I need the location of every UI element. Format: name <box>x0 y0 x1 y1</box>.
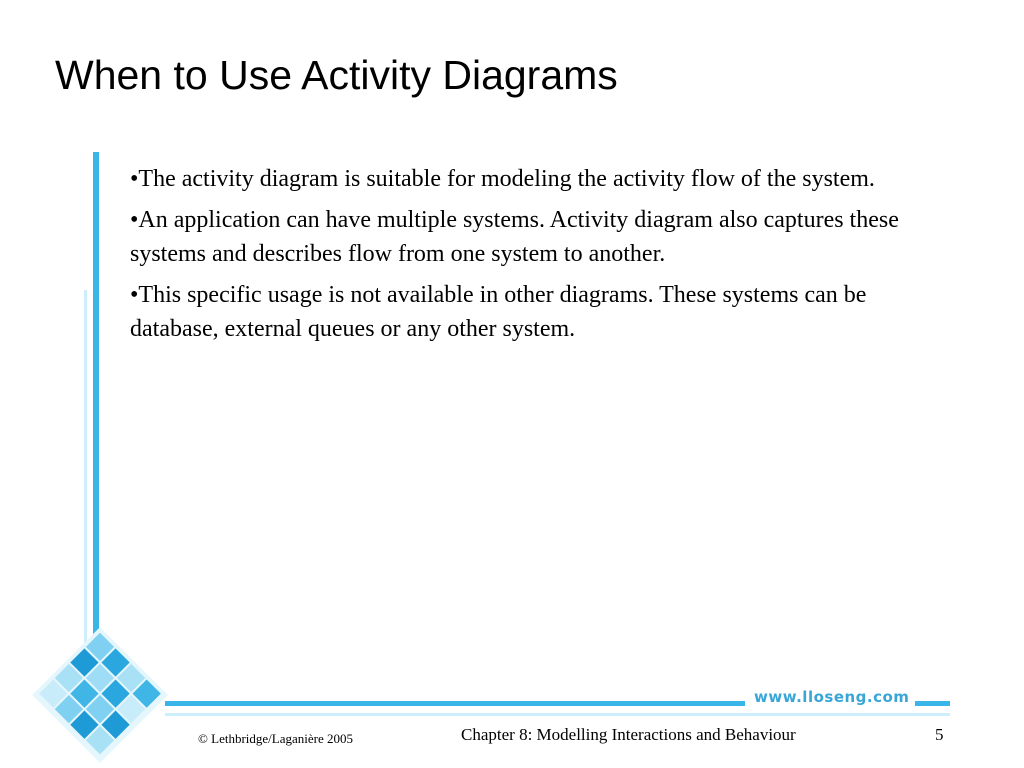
slide-title: When to Use Activity Diagrams <box>55 52 618 98</box>
decorative-vertical-thin-bar <box>84 290 87 650</box>
bullet-list <box>130 162 960 353</box>
decorative-horizontal-tail-bar <box>915 701 950 706</box>
website-url: www.lloseng.com <box>754 688 910 706</box>
footer-chapter-title: Chapter 8: Modelling Interactions and Behaviour <box>461 725 796 744</box>
decorative-horizontal-light-bar <box>165 713 950 716</box>
footer-copyright: © Lethbridge/Laganière 2005 <box>198 731 353 746</box>
bullet-item: •The activity diagram is suitable for modeling the activity flow of the system. <box>130 166 875 192</box>
page-number: 5 <box>935 725 944 744</box>
decorative-horizontal-bar <box>165 701 745 706</box>
bullet-item: •This specific usage is not available in other diagrams. These systems can be database, external queues or any other system. <box>130 282 867 342</box>
bullet-item: •An application can have multiple systems. Activity diagram also captures these systems and describes flow from one system to another. <box>130 207 899 267</box>
tile-mosaic-logo-icon <box>30 625 170 765</box>
decorative-vertical-bar <box>93 152 99 700</box>
